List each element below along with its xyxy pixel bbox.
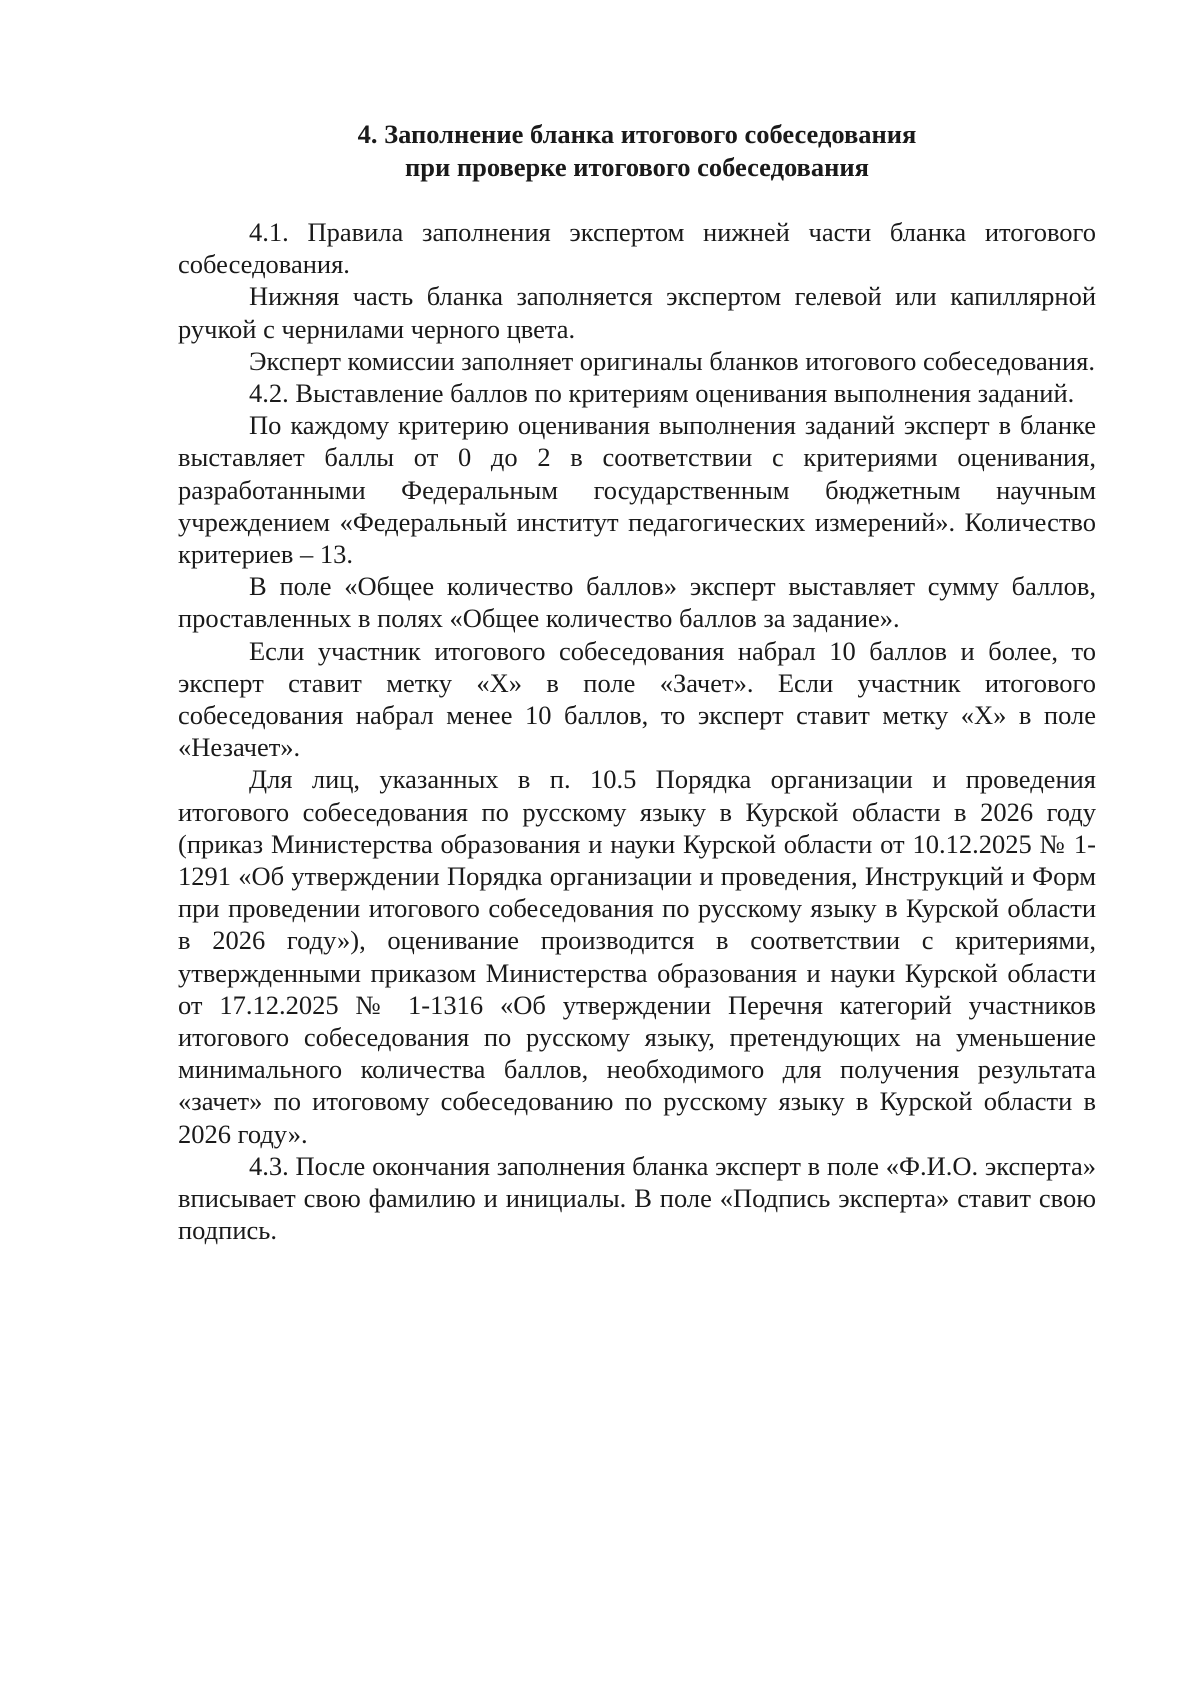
section-heading-line-2: при проверке итогового собеседования [404,152,869,182]
paragraph-4-2: 4.2. Выставление баллов по критериям оценивания выполнения заданий. [249,378,1075,409]
section-heading-line-1: 4. Заполнение бланка итогового собеседования [357,119,917,149]
paragraph-scoring: По каждому критерию оценивания выполнения заданий эксперт в бланке выставляет баллы от 0 до 2 в соответствии с критериями оценивания, разработанными Федеральным государственным бюджетным научным учреждением «Федеральный институт педагогических измерений». Количество критериев – 13. [178,410,1096,570]
document-body [178,216,1096,1247]
paragraph-4-3: 4.3. После окончания заполнения бланка эксперт в поле «Ф.И.О. эксперта» вписывает свою фамилию и инициалы. В поле «Подпись эксперта» ставит свою подпись. [178,1150,1096,1246]
paragraph-originals: Эксперт комиссии заполняет оригиналы бланков итогового собеседования. [249,345,1095,376]
paragraph-pen-rules: Нижняя часть бланка заполняется экспертом гелевой или капиллярной ручкой с чернилами черного цвета. [178,281,1096,344]
paragraph-pass-fail: Если участник итогового собеседования набрал 10 баллов и более, то эксперт ставит метку «Х» в поле «Зачет». Если участник итогового собеседования набрал менее 10 баллов, то эксперт ставит метку «Х» в поле «Незачет». [178,635,1096,763]
document-page [178,118,1096,1247]
paragraph-total-score: В поле «Общее количество баллов» эксперт выставляет сумму баллов, проставленных в полях «Общее количество баллов за задание». [178,571,1096,634]
paragraph-4-1: 4.1. Правила заполнения экспертом нижней части бланка итогового собеседования. [178,217,1096,280]
section-heading [178,118,1096,184]
paragraph-special-categories: Для лиц, указанных в п. 10.5 Порядка организации и проведения итогового собеседования по русскому языку в Курской области в 2026 году (приказ Министерства образования и науки Курской области от 10.12.2025 № 1-1291 «Об утверждении Порядка организации и проведения, Инструкций и Форм при проведении итогового собеседования по русскому языку в Курской области в 2026 году»), оценивание производится в соответствии с критериями, утвержденными приказом Министерства образования и науки Курской области от 17.12.2025 № 1-1316 «Об утверждении Перечня категорий участников итогового собеседования по русскому языку, претендующих на уменьшение минимального количества баллов, необходимого для получения результата «зачет» по итоговому собеседованию по русскому языку в Курской области в 2026 году». [178,764,1096,1149]
